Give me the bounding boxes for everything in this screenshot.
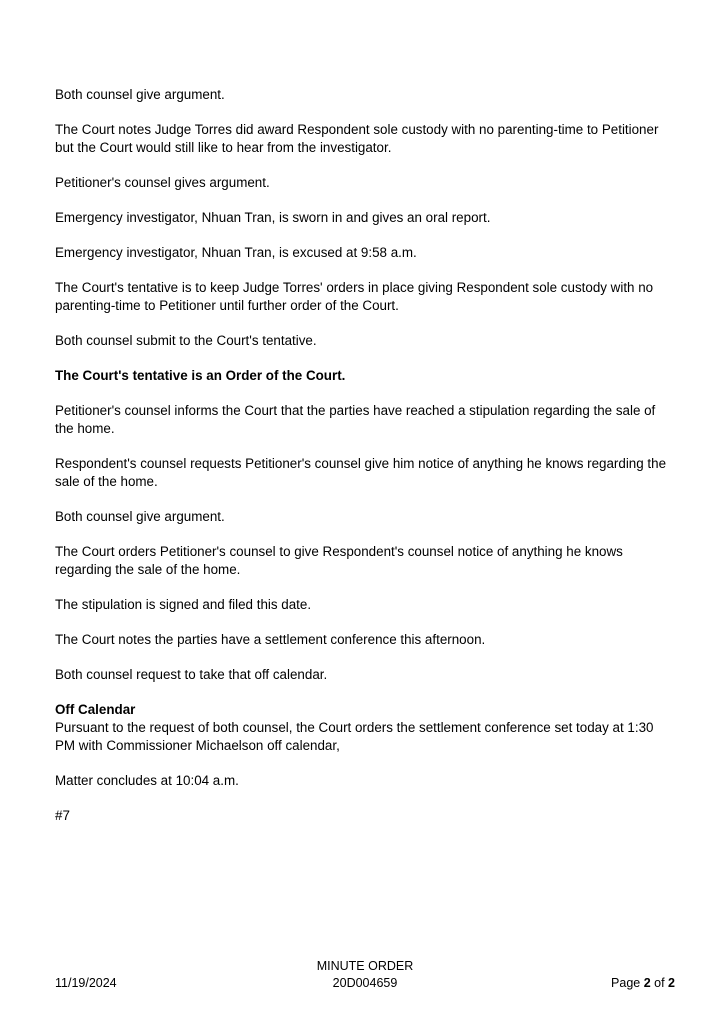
paragraph: Emergency investigator, Nhuan Tran, is excused at 9:58 a.m. <box>55 245 417 260</box>
paragraph: The Court orders Petitioner's counsel to give Respondent's counsel notice of anything he knows regarding the sale of the home. <box>55 544 623 577</box>
paragraph: The Court notes Judge Torres did award Respondent sole custody with no parenting-time to Petitioner but the Court would still like to hear from the investigator. <box>55 122 659 155</box>
page-current: 2 <box>643 976 651 990</box>
case-number: 20D004659 <box>332 976 398 990</box>
off-calendar-section <box>55 701 675 755</box>
paragraph: Emergency investigator, Nhuan Tran, is sworn in and gives an oral report. <box>55 210 491 225</box>
paragraph: Both counsel give argument. <box>55 509 225 524</box>
item-number: #7 <box>55 808 70 823</box>
paragraph: The Court notes the parties have a settlement conference this afternoon. <box>55 632 486 647</box>
section-heading: Off Calendar <box>55 702 136 717</box>
paragraph: The stipulation is signed and filed this date. <box>55 597 312 612</box>
paragraph: Matter concludes at 10:04 a.m. <box>55 773 239 788</box>
paragraph: Both counsel submit to the Court's tentative. <box>55 333 317 348</box>
paragraph: The Court's tentative is to keep Judge Torres' orders in place giving Respondent sole custody with no parenting-time to Petitioner until further order of the Court. <box>55 280 654 313</box>
paragraph: Respondent's counsel requests Petitioner's counsel give him notice of anything he knows regarding the sale of the home. <box>55 456 667 489</box>
paragraph: Petitioner's counsel gives argument. <box>55 175 270 190</box>
paragraph: Petitioner's counsel informs the Court that the parties have reached a stipulation regarding the sale of the home. <box>55 403 656 436</box>
paragraph: Both counsel give argument. <box>55 87 225 102</box>
page-footer <box>55 958 675 994</box>
footer-title: MINUTE ORDER <box>316 959 414 973</box>
order-statement: The Court's tentative is an Order of the Court. <box>55 368 346 383</box>
footer-date: 11/19/2024 <box>55 976 117 990</box>
document-body <box>55 86 675 842</box>
page-indicator <box>611 975 675 992</box>
paragraph: Pursuant to the request of both counsel, the Court orders the settlement conference set today at 1:30 PM with Commissioner Michaelson off calendar, <box>55 720 654 753</box>
page-prefix: Page <box>611 976 644 990</box>
footer-center <box>55 958 675 992</box>
page-of: of <box>650 976 669 990</box>
page-total: 2 <box>668 976 675 990</box>
paragraph: Both counsel request to take that off calendar. <box>55 667 328 682</box>
